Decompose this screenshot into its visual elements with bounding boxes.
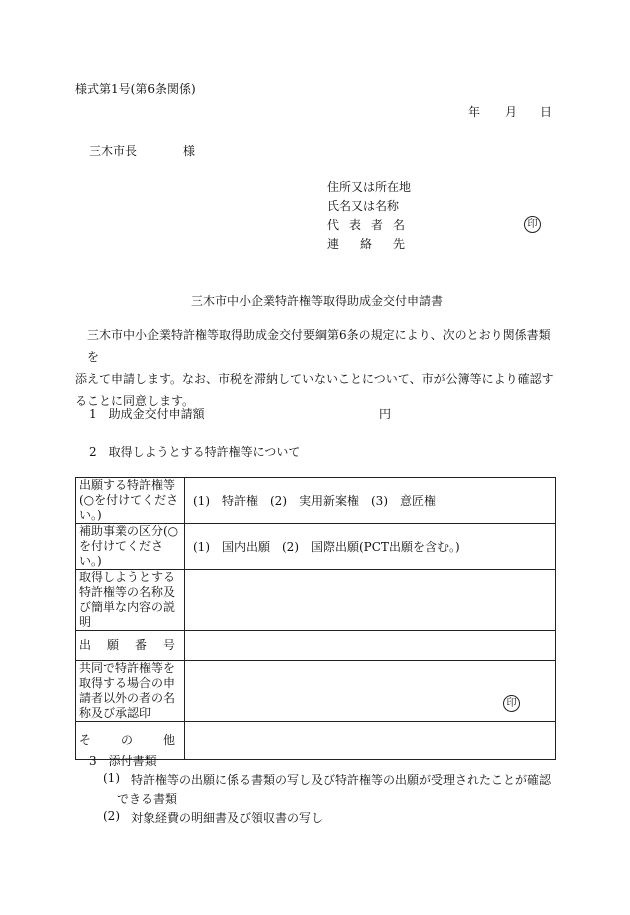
- intro-paragraph: [75, 324, 555, 412]
- row-value-patent-type[interactable]: (1) 特許権 (2) 実用新案権 (3) 意匠権: [185, 478, 556, 524]
- joint-seal-mark-icon: 印: [503, 695, 520, 712]
- row-label-patent-description: 取得しようとする特許権等の名称及び簡単な内容の説明: [76, 570, 185, 631]
- attachment-number: (1): [103, 771, 120, 785]
- date-month: 月: [505, 105, 518, 119]
- attachment-text-continued: できる書類: [117, 792, 178, 806]
- row-label-patent-type: 出願する特許権等(○を付けてください。): [76, 478, 185, 524]
- intro-line: 三木市中小企業特許権等取得助成金交付要綱第6条の規定により、次のとおり関係書類を: [87, 328, 551, 364]
- item2-label: 2 取得しようとする特許権等について: [89, 445, 301, 459]
- seal-mark-icon: 印: [524, 216, 541, 233]
- table-row: [76, 478, 556, 524]
- form-number: 様式第1号(第6条関係): [75, 82, 196, 96]
- row-value-application-number[interactable]: [185, 631, 556, 661]
- patent-details-table: [75, 477, 556, 760]
- row-label-other: そ の 他: [76, 722, 185, 760]
- document-title: 三木市中小企業特許権等取得助成金交付申請書: [191, 294, 444, 308]
- addressee-honorific: 様: [183, 144, 196, 158]
- field-name-label: 氏名又は名称: [327, 199, 400, 213]
- item3-label: 3 添付書類: [89, 754, 157, 768]
- intro-line: 添えて申請します。なお、市税を滞納していないことについて、市が公簿等により確認す: [75, 372, 554, 386]
- intro-line: ることに同意します。: [75, 394, 195, 408]
- row-value-patent-description[interactable]: [185, 570, 556, 631]
- item1-label: 1 助成金交付申請額: [89, 407, 205, 421]
- table-row: [76, 524, 556, 570]
- field-contact-label: 連 絡 先: [327, 237, 405, 251]
- attachment-text: 特許権等の出願に係る書類の写し及び特許権等の出願が受理されたことが確認: [131, 773, 552, 787]
- date-year: 年: [468, 105, 481, 119]
- table-row: [76, 661, 556, 722]
- attachment-text: 対象経費の明細書及び領収書の写し: [131, 811, 324, 825]
- field-representative-label: 代 表 者 名: [327, 218, 405, 232]
- table-row: [76, 570, 556, 631]
- date-day: 日: [540, 105, 553, 119]
- row-value-joint-applicant[interactable]: [185, 661, 556, 722]
- attachment-number: (2): [103, 809, 120, 823]
- row-label-application-number: 出 願 番 号: [76, 631, 185, 661]
- row-label-joint-applicant: 共同で特許権等を取得する場合の申請者以外の者の名称及び承認印: [76, 661, 185, 722]
- row-value-project-category[interactable]: (1) 国内出願 (2) 国際出願(PCT出願を含む。): [185, 524, 556, 570]
- table-row: [76, 631, 556, 661]
- item1-unit: 円: [379, 407, 392, 421]
- field-address-label: 住所又は所在地: [327, 180, 412, 194]
- row-value-other[interactable]: [185, 722, 556, 760]
- addressee-name: 三木市長: [89, 144, 138, 158]
- row-label-project-category: 補助事業の区分(○を付けてください。): [76, 524, 185, 570]
